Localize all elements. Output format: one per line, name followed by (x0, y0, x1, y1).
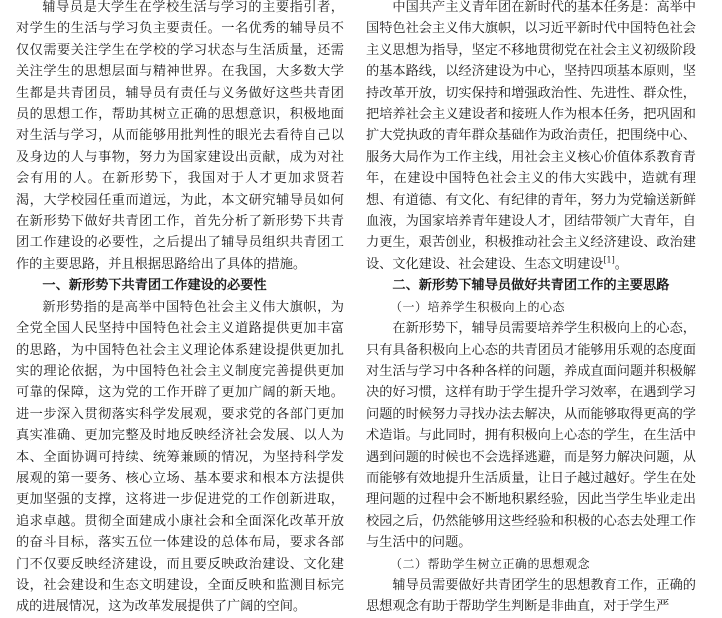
subsection-heading-2: （二）帮助学生树立正确的思想观念 (390, 556, 591, 571)
mission-paragraph (366, 0, 696, 275)
right-column (366, 0, 696, 618)
section-heading-2: 二、新形势下辅导员做好共青团工作的主要思路 (392, 278, 670, 294)
section-heading-1: 一、新形势下共青团工作建设的必要性 (42, 278, 267, 294)
subsection-2-paragraph: 辅导员需要做好共青团学生的思想教育工作，正确的思想观念有助于帮助学生判断是非曲直，对于学生严 (366, 577, 696, 615)
mission-text: 中国共产主义青年团在新时代的基本任务是：高举中国特色社会主义伟大旗帜，以习近平新时代中国特色社会主义思想为指导，坚定不移地贯彻党在社会主义初级阶段的基本路线，以经济建设为中心，坚持四项基本原则，坚持改革开放，切实保持和增强政治性、先进性、群众性，把培养社会主义建设者和接班人作为根本任务，把巩固和扩大党执政的青年群众基础作为政治责任，把围绕中心、服务大局作为工作主线，用社会主义核心价值体系教育青年，在建设中国特色社会主义的伟大实践中，造就有理想、有道德、有文化、有纪律的青年，努力为党输送新鲜血液，为国家培养青年建设人才，团结带领广大青年，自力更生，艰苦创业，积极推动社会主义经济建设、政治建设、文化建设、社会建设、生态文明建设 (366, 0, 696, 272)
intro-paragraph: 辅导员是大学生在学校生活与学习的主要指引者，对学生的生活与学习负主要责任。一名优秀的辅导员不仅仅需要关注学生在学校的学习状态与生活质量，还需关注学生的思想层面与精神世界。在我国，大多数大学生都是共青团员，辅导员有责任与义务做好这些共青团员的思想工作，帮助其树立正确的思想意识，积极地面对生活与学习，从而能够用批判性的眼光去看待自己以及身边的人与事物，努力为国家建设出贡献，成为对社会有用的人。在新形势下，我国对于人才更加求贤若渴，大学校园任重而道远，为此，本文研究辅导员如何在新形势下做好共青团工作，首先分析了新形势下共青团工作建设的必要性，之后提出了辅导员组织共青团工作的主要思路，并且根据思路给出了具体的措施。 (16, 0, 344, 272)
section-1-paragraph: 新形势指的是高举中国特色社会主义伟大旗帜，为全党全国人民坚持中国特色社会主义道路提供更加丰富的思路，为中国特色社会主义理论体系建设提供更加扎实的理论依据，为中国特色社会主义制度完善提供更加可靠的保障，这为党的工作开辟了更加广阔的新天地。进一步深入贯彻落实科学发展观，要求党的各部门更加真实准确、更加完整及时地反映经济社会发展、以人为本、全面协调可持续、统筹兼顾的情况，为坚持科学发展观的第一要务、核心立场、基本要求和根本方法提供更加坚强的支撑，这将进一步促进党的工作创新进取，追求卓越。贯彻全面建成小康社会和全面深化改革开放的奋斗目标，落实五位一体建设的总体布局，要求各部门不仅要反映经济建设，而且要反映政治建设、文化建设，社会建设和生态文明建设，全面反映和监测目标完成的进展情况，这为改革发展提供了广阔的空间。 (16, 299, 344, 615)
subsection-heading-1: （一）培养学生积极向上的心态 (390, 299, 566, 314)
subsection-1-paragraph: 在新形势下，辅导员需要培养学生积极向上的心态，只有具备积极向上心态的共青团员才能够用乐观的态度面对生活与学习中各种各样的问题，养成直面问题并积极解决的好习惯，这样有助于学生提升学习效率，在遇到学习问题的时候努力寻找办法去解决，从而能够取得更高的学术造诣。与此同时，拥有积极向上心态的学生，在生活中遇到问题的时候也不会选择逃避，而是努力解决问题，从而能够有效地提升生活质量，让日子越过越好。学生在处理问题的过程中会不断地积累经验，因此当学生毕业走出校园之后，仍然能够用这些经验和积极的心态去处理工作与生活中的问题。 (366, 321, 696, 551)
mission-end: 。 (614, 256, 628, 272)
citation-ref: [1] (603, 255, 615, 265)
left-column (16, 0, 344, 618)
